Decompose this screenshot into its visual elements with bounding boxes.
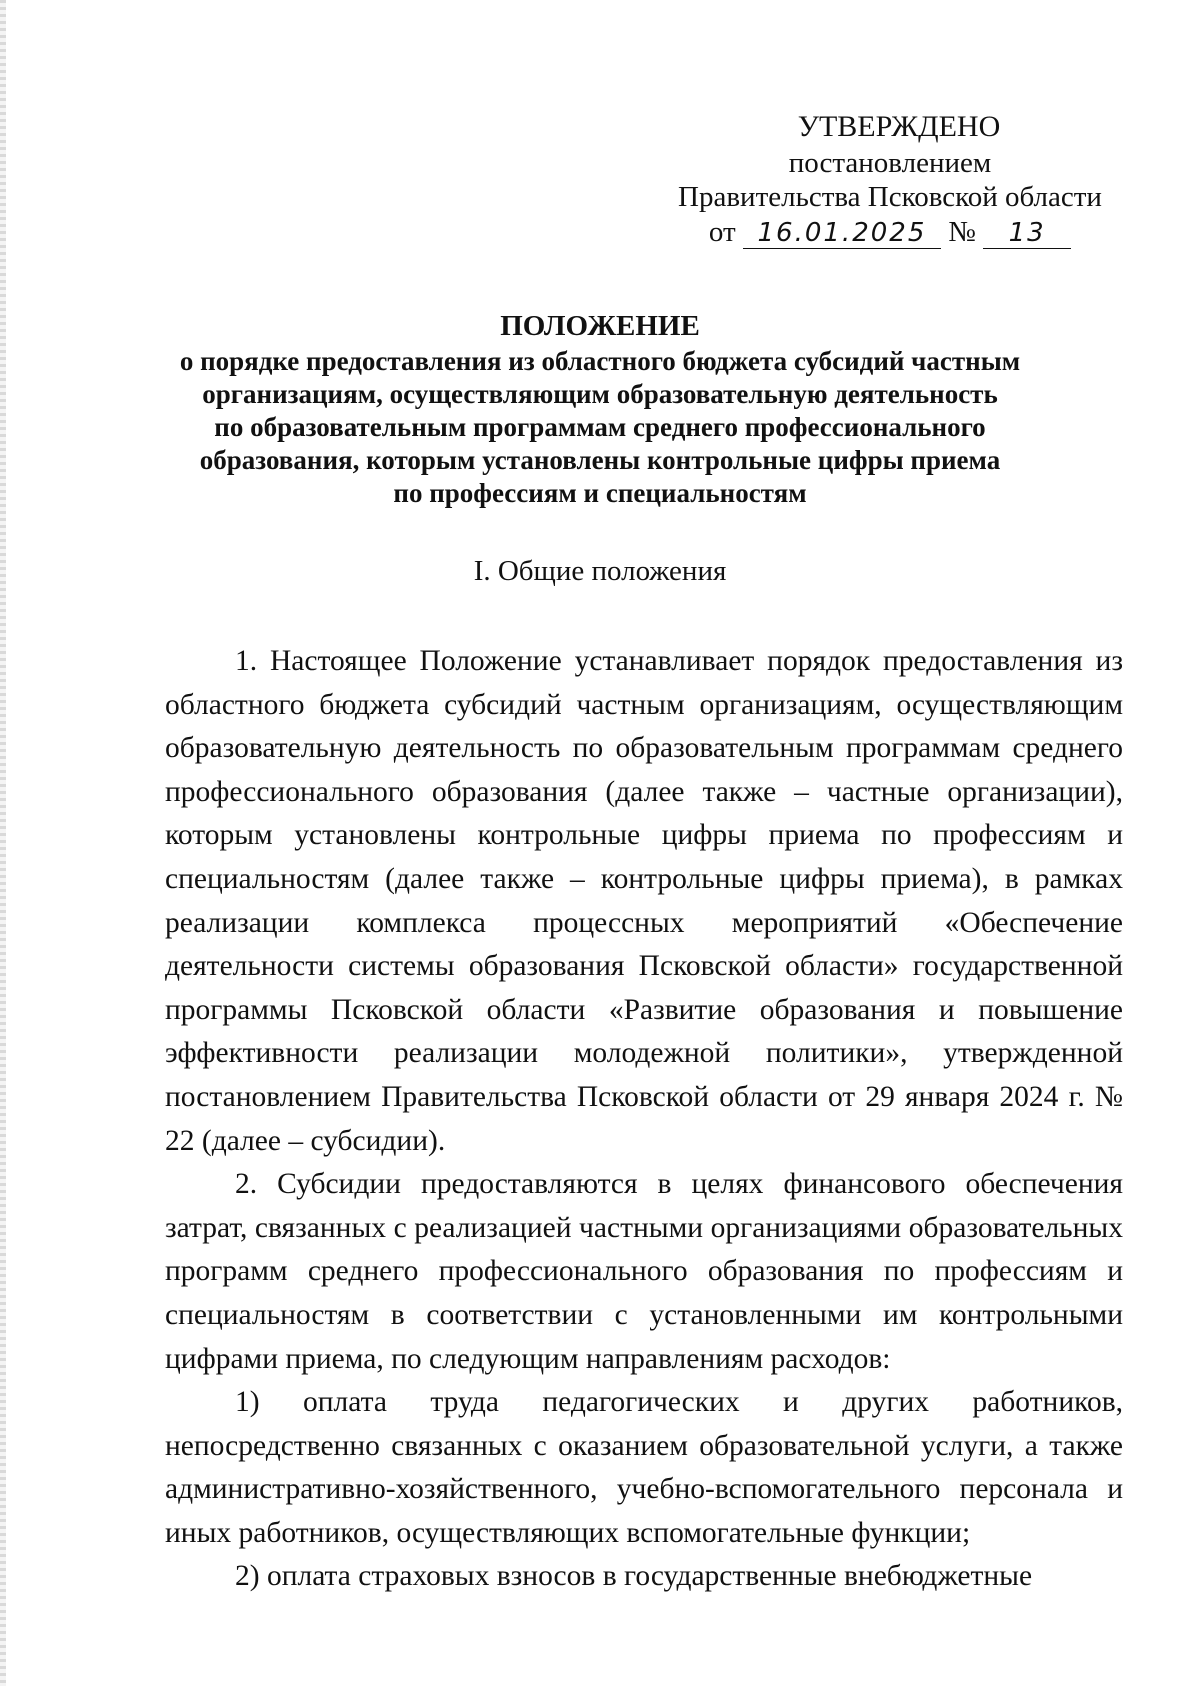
- document-body: [165, 640, 1123, 1599]
- document-subtitle-line: по профессиям и специальностям: [393, 478, 807, 508]
- handwritten-date: 16.01.2025: [743, 218, 941, 249]
- number-prefix: №: [948, 216, 976, 248]
- document-subtitle-line: по образовательным программам среднего профессионального: [214, 412, 986, 442]
- date-prefix: от: [708, 216, 736, 248]
- approval-title: УТВЕРЖДЕНО: [797, 110, 1001, 143]
- paragraph: 2) оплата страховых взносов в государственные внебюджетные: [235, 1560, 1033, 1593]
- approval-date-line: [640, 215, 1140, 249]
- document-subtitle-line: образования, которым установлены контрольные цифры приема: [199, 445, 1001, 475]
- paragraph: 2. Субсидии предоставляются в целях финансового обеспечения затрат, связанных с реализацией частными организациями образовательных программ среднего профессионального образования по профессиям и специальностям в соответствии с установленными им контрольными цифрами приема, по следующим направлениям расходов:: [165, 1168, 1123, 1375]
- handwritten-number: 13: [983, 218, 1071, 249]
- paragraph: 1) оплата труда педагогических и других работников, непосредственно связанных с оказанием образовательной услуги, а также административно-хозяйственного, учебно-вспомогательного персонала и иных работников, осуществляющих вспомогательные функции;: [165, 1386, 1123, 1549]
- approval-line-2: Правительства Псковской области: [678, 181, 1102, 213]
- document-subtitle-line: о порядке предоставления из областного бюджета субсидий частным: [179, 346, 1021, 376]
- document-subtitle-line: организациям, осуществляющим образовательную деятельность: [202, 379, 998, 409]
- document-title-block: [150, 310, 1050, 510]
- approval-line-1: постановлением: [788, 147, 992, 179]
- document-title: ПОЛОЖЕНИЕ: [500, 310, 700, 342]
- section-title: I. Общие положения: [473, 555, 727, 587]
- approval-stamp: [640, 110, 1140, 249]
- scan-edge: [0, 0, 6, 1686]
- paragraph: 1. Настоящее Положение устанавливает порядок предоставления из областного бюджета субсидий частным организациям, осуществляющим образовательную деятельность по образовательным программам среднего профессионального образования (далее также – частные организации), которым установлены контрольные цифры приема по профессиям и специальностям (далее также – контрольные цифры приема), в рамках реализации комплекса процессных мероприятий «Обеспечение деятельности системы образования Псковской области» государственной программы Псковской области «Развитие образования и повышение эффективности реализации молодежной политики», утвержденной постановлением Правительства Псковской области от 29 января 2024 г. № 22 (далее – субсидии).: [165, 645, 1123, 1157]
